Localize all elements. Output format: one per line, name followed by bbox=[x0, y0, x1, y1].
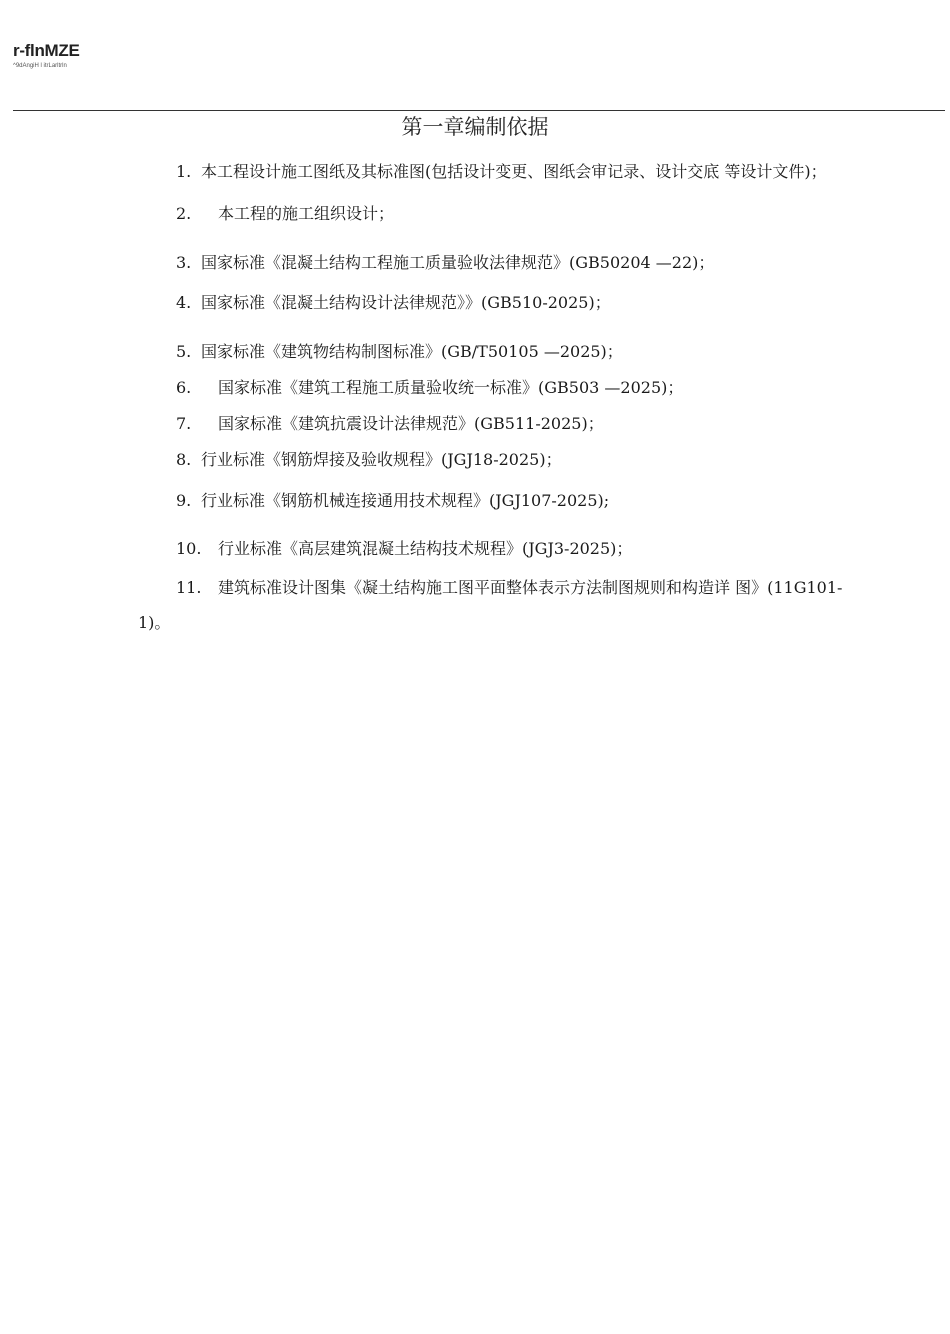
list-item-number: 5. bbox=[176, 342, 192, 361]
list-item bbox=[176, 376, 683, 400]
list-item-text: 国家标准《混凝土结构设计法律规范》》(GB510-2025)； bbox=[201, 293, 611, 312]
list-item-text: 国家标准《建筑工程施工质量验收统一标准》(GB503 —2025)； bbox=[218, 378, 684, 397]
list-item bbox=[176, 537, 632, 561]
list-item bbox=[176, 160, 827, 184]
list-item bbox=[176, 340, 623, 364]
list-item bbox=[176, 576, 842, 600]
list-item bbox=[176, 202, 394, 226]
logo-text: r-flnMZE bbox=[13, 41, 80, 60]
list-item-text: 行业标准《钢筋机械连接通用技术规程》(JGJ107-2025); bbox=[201, 491, 610, 510]
list-item-text: 国家标准《建筑抗震设计法律规范》(GB511-2025)； bbox=[218, 414, 604, 433]
list-item-text: 行业标准《钢筋焊接及验收规程》(JGJ18-2025)； bbox=[201, 450, 562, 469]
list-item-text: 建筑标准设计图集《凝土结构施工图平面整体表示方法制图规则和构造详 图》(11G101- bbox=[218, 578, 843, 597]
list-item-number: 11. bbox=[176, 578, 202, 597]
list-item bbox=[176, 412, 604, 436]
logo-subtext: ^9dAngiH l itrLarltrln bbox=[13, 63, 67, 69]
list-item-number: 6. bbox=[176, 378, 192, 397]
list-item-number: 10. bbox=[176, 539, 202, 558]
list-item-text: 本工程的施工组织设计； bbox=[218, 204, 395, 223]
list-item-number: 8. bbox=[176, 450, 192, 469]
list-item-number: 7. bbox=[176, 414, 192, 433]
list-item-number: 2. bbox=[176, 204, 192, 223]
company-logo bbox=[13, 41, 80, 70]
list-item-number: 4. bbox=[176, 293, 192, 312]
list-item-text: 国家标准《混凝土结构工程施工质量验收法律规范》(GB50204 —22)； bbox=[201, 253, 715, 272]
list-item-text: 国家标准《建筑物结构制图标准》(GB/T50105 —2025)； bbox=[201, 342, 623, 361]
header-divider bbox=[13, 110, 945, 111]
list-item-number: 3. bbox=[176, 253, 192, 272]
list-item bbox=[176, 489, 609, 513]
list-item bbox=[176, 291, 611, 315]
list-item bbox=[176, 251, 714, 275]
list-item-number: 1. bbox=[176, 162, 192, 181]
list-item-continuation: 1)。 bbox=[138, 613, 171, 632]
list-item-text: 行业标准《高层建筑混凝土结构技术规程》(JGJ3-2025)； bbox=[218, 539, 633, 558]
list-item-text: 本工程设计施工图纸及其标准图(包括设计变更、图纸会审记录、设计交底 等设计文件)； bbox=[201, 162, 827, 181]
list-item-number: 9. bbox=[176, 491, 192, 510]
list-item bbox=[176, 448, 562, 472]
chapter-title: 第一章编制依据 bbox=[401, 115, 549, 139]
